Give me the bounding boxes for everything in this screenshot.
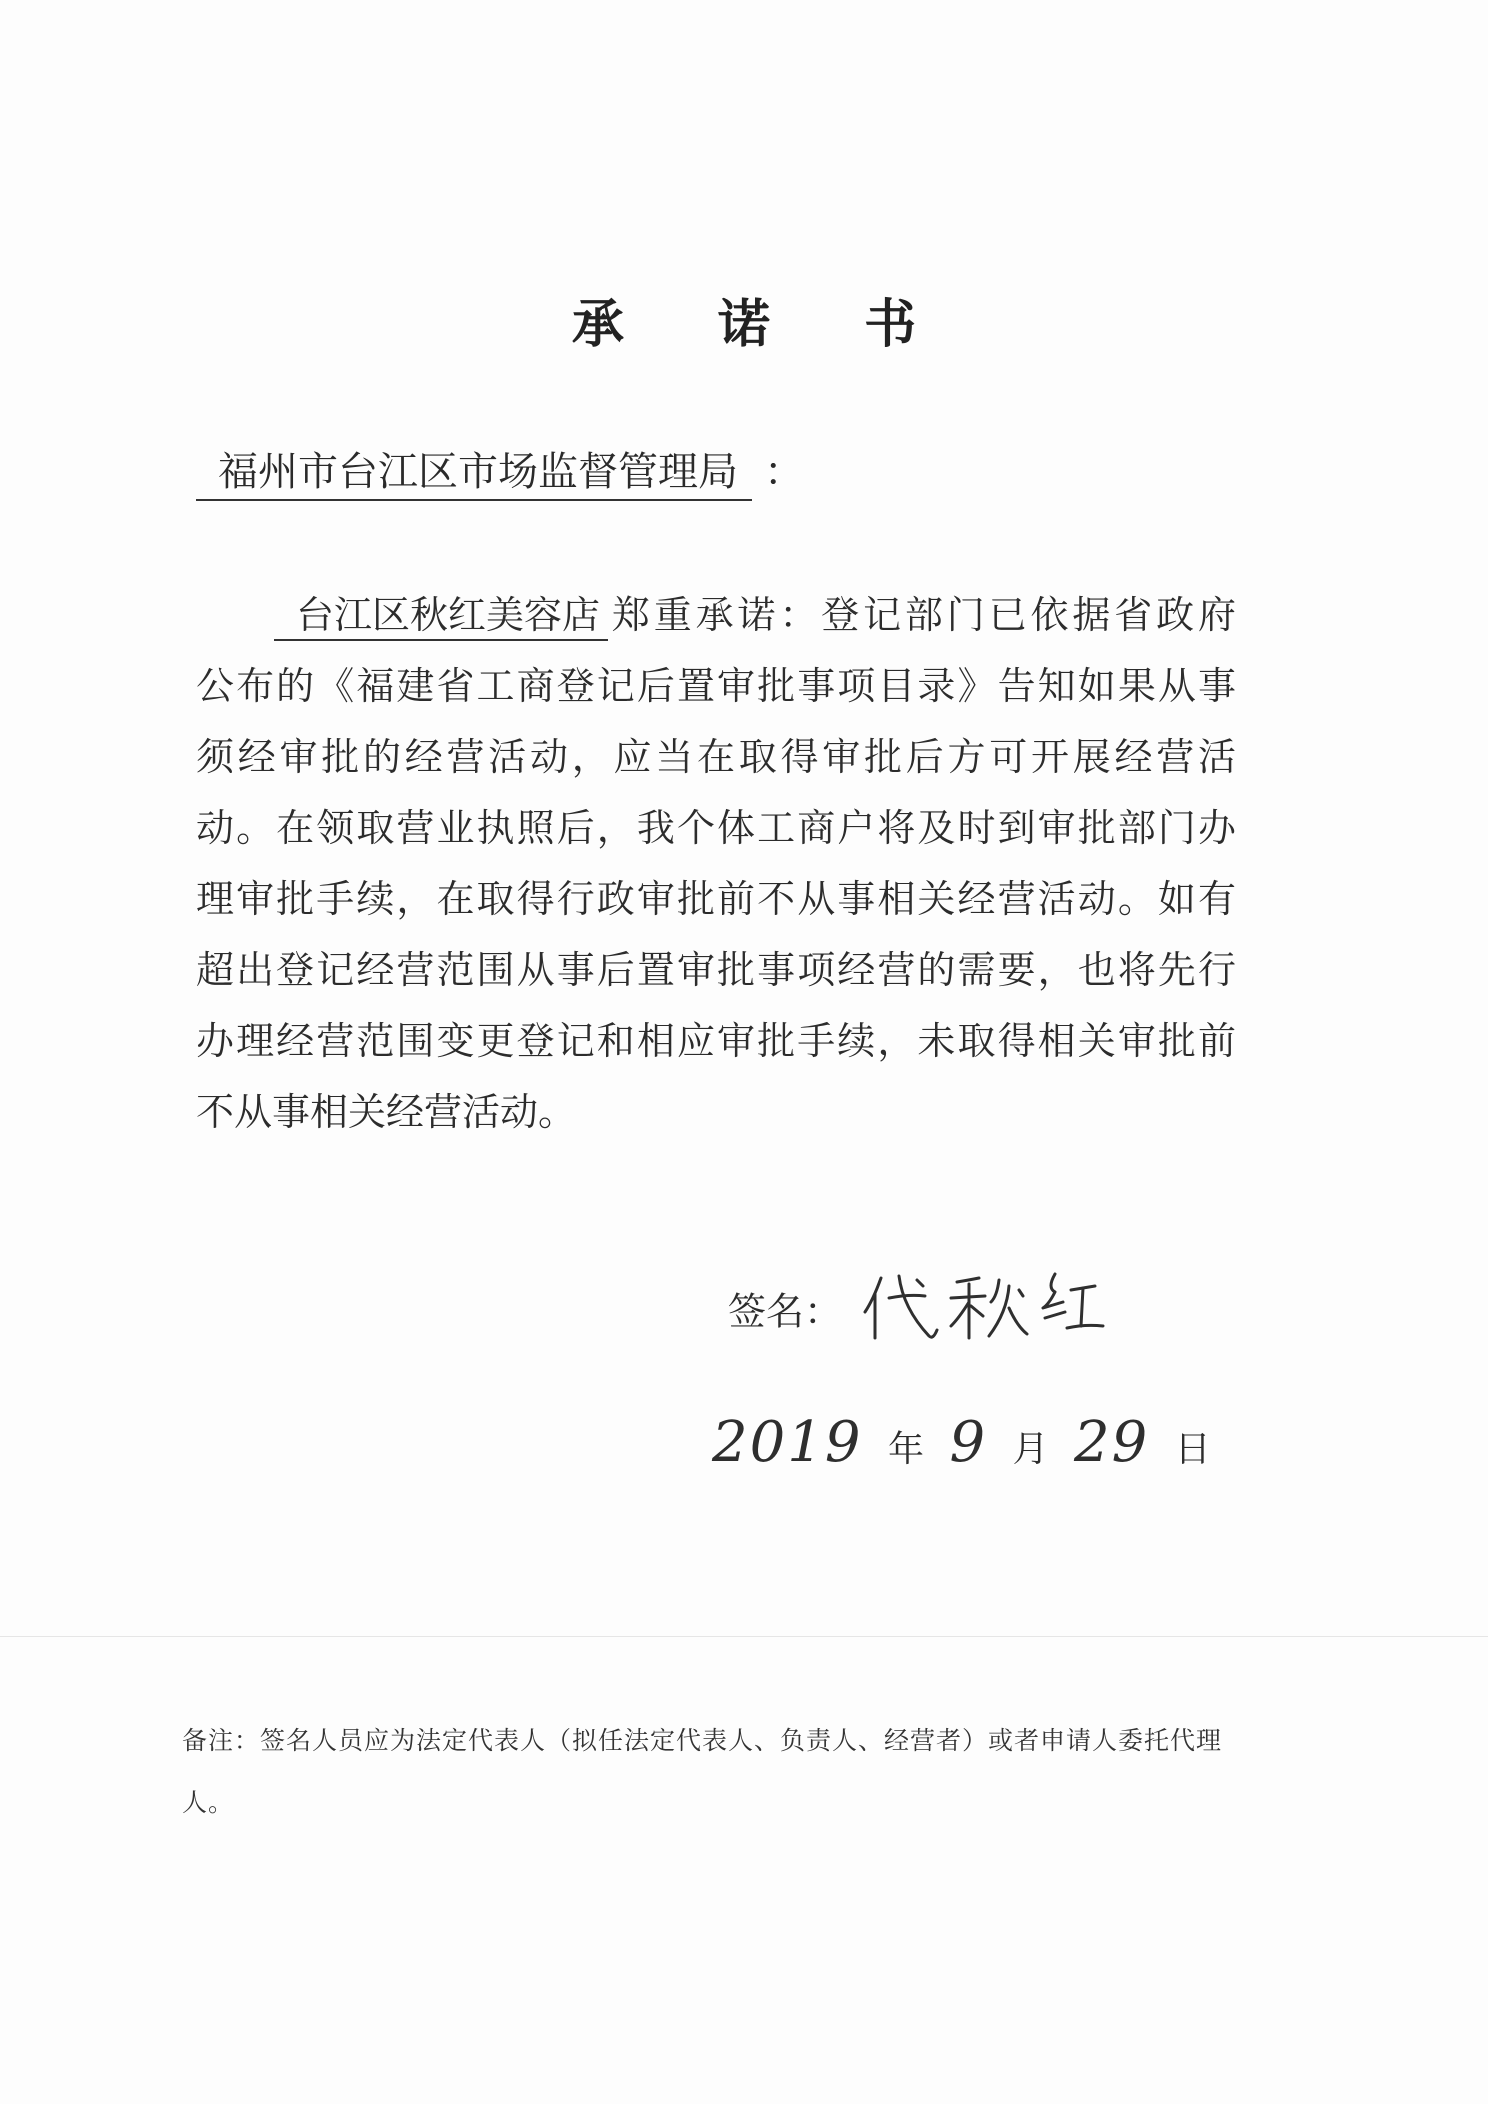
date-month-char: 月 (1012, 1429, 1049, 1470)
date-row (712, 1410, 1225, 1500)
date-year: 2019 (712, 1410, 863, 1475)
body-line-3: 须经审批的经营活动，应当在取得审批后方可开展经营活 (196, 735, 1236, 779)
signature-row (728, 1268, 1109, 1358)
date-day: 29 (1074, 1410, 1150, 1475)
body-line-1-text: 郑重承诺：登记部门已依据省政府 (608, 593, 1236, 637)
signature-label: 签名： (728, 1289, 843, 1334)
body-line-7: 办理经营范围变更登记和相应审批手续，未取得相关审批前 (196, 1019, 1236, 1063)
body-line-5: 理审批手续，在取得行政审批前不从事相关经营活动。如有 (196, 877, 1236, 921)
addressee-name: 福州市台江区市场监督管理局 (196, 440, 752, 501)
section-divider (0, 1636, 1488, 1637)
body-line-1 (196, 580, 1236, 651)
document-title: 承 诺 书 (571, 294, 955, 355)
applicant-name: 台江区秋红美容店 (274, 591, 608, 641)
addressee-line (196, 440, 804, 501)
footnote: 备注：签名人员应为法定代表人（拟任法定代表人、负责人、经营者）或者申请人委托代理人。 (182, 1726, 1223, 1817)
body-line-8: 不从事相关经营活动。 (196, 1090, 577, 1134)
addressee-colon: ： (764, 449, 804, 495)
date-year-char: 年 (887, 1429, 924, 1470)
body-line-6: 超出登记经营范围从事后置审批事项经营的需要，也将先行 (196, 948, 1236, 992)
date-day-char: 日 (1174, 1429, 1211, 1470)
body-line-4: 动。在领取营业执照后，我个体工商户将及时到审批部门办 (196, 806, 1236, 850)
handwritten-signature (859, 1268, 1109, 1348)
date-month: 9 (949, 1410, 988, 1475)
body-line-2: 公布的《福建省工商登记后置审批事项目录》告知如果从事 (196, 664, 1236, 708)
pledge-body (196, 580, 1236, 1148)
